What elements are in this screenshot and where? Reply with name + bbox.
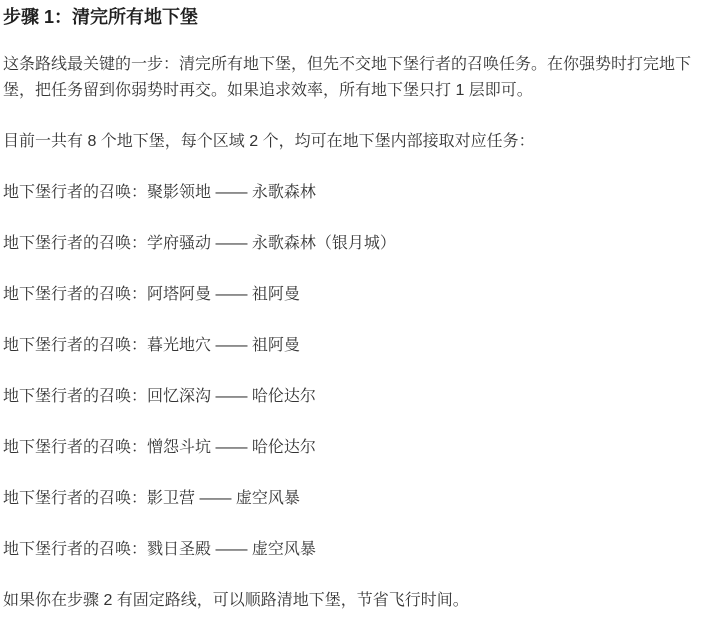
dungeon-quest-line: 地下堡行者的召唤：回忆深沟 —— 哈伦达尔 — [3, 388, 316, 405]
dungeon-quest-line: 地下堡行者的召唤：学府骚动 —— 永歌森林（银月城） — [3, 235, 396, 252]
dungeon-quest-line: 地下堡行者的召唤：影卫营 —— 虚空风暴 — [3, 490, 300, 507]
step-heading: 步骤 1：清完所有地下堡 — [3, 7, 199, 27]
dungeon-quest-line: 地下堡行者的召唤：阿塔阿曼 —— 祖阿曼 — [3, 286, 300, 303]
dungeon-quest-line: 地下堡行者的召唤：聚影领地 —— 永歌森林 — [3, 184, 316, 201]
dungeon-quest-line: 地下堡行者的召唤：憎怨斗坑 —— 哈伦达尔 — [3, 439, 316, 456]
footer-note: 如果你在步骤 2 有固定路线，可以顺路清地下堡，节省飞行时间。 — [3, 592, 469, 609]
dungeon-quest-line: 地下堡行者的召唤：暮光地穴 —— 祖阿曼 — [3, 337, 300, 354]
intro-paragraph: 这条路线最关键的一步：清完所有地下堡，但先不交地下堡行者的召唤任务。在你强势时打完地下堡，把任务留到你弱势时再交。如果追求效率，所有地下堡只打 1 层即可。 — [3, 56, 692, 99]
summary-paragraph: 目前一共有 8 个地下堡，每个区域 2 个，均可在地下堡内部接取对应任务： — [3, 133, 535, 150]
dungeon-quest-line: 地下堡行者的召唤：戮日圣殿 —— 虚空风暴 — [3, 541, 316, 558]
